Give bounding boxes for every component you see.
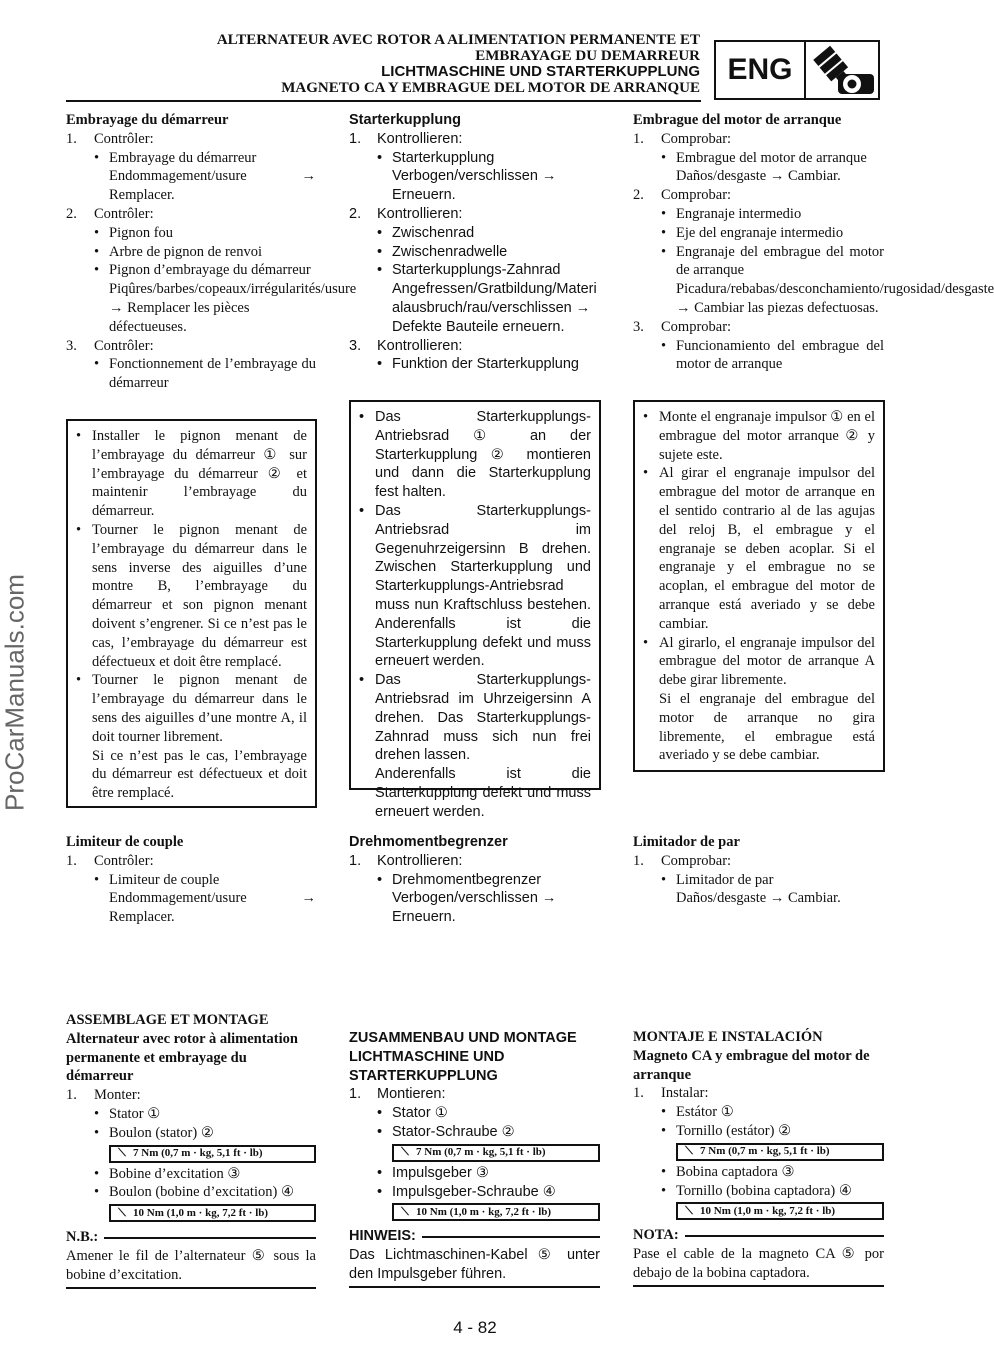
de-torque-limiter-section xyxy=(349,833,600,927)
box-text: Al girarlo, el engranaje impulsor del embrague del motor de arranque A debe girar libremente. xyxy=(659,634,875,689)
fr-section-title: ASSEMBLAGE ET MONTAGE xyxy=(66,1012,269,1028)
bullet: • xyxy=(661,149,667,166)
step-number: 1. xyxy=(349,1086,362,1103)
es-starter-clutch-section xyxy=(633,111,994,374)
bullet-text: Arbre de pignon de renvoi xyxy=(109,243,263,260)
step-text: Contrôler: xyxy=(94,130,154,147)
bullet-continuation: Verbogen/verschlissen → Erneuern. xyxy=(392,168,557,204)
bullet: • xyxy=(94,1165,100,1182)
section-badge-label: ENG xyxy=(716,42,806,98)
engine-icon xyxy=(808,44,878,96)
step-text: Contrôler: xyxy=(94,205,154,222)
note-rule xyxy=(104,1237,316,1239)
bullet: • xyxy=(94,224,100,241)
torque-wrench-icon: ⟍ xyxy=(685,1145,693,1158)
header-rule xyxy=(66,100,701,102)
step-text: Comprobar: xyxy=(661,318,732,335)
bullet-text: Engranaje intermedio xyxy=(676,205,802,222)
box-text: Si ce n’est pas le cas, l’embrayage du démarreur est défectueux et doit être remplacé. xyxy=(92,747,307,802)
de-procedure-box xyxy=(349,400,601,820)
bullet-text: Boulon (bobine d’excitation) ④ xyxy=(109,1184,294,1201)
note-end-rule xyxy=(349,1286,600,1288)
bullet: • xyxy=(661,243,667,260)
box-text: Tourner le pignon menant de l’embrayage du démarreur dans le sens des aiguilles d’une montre A, il doit tourner librement. xyxy=(92,672,307,745)
torque-spec xyxy=(109,1145,316,1163)
torque-wrench-icon: ⟍ xyxy=(685,1204,693,1217)
bullet: • xyxy=(94,1124,100,1141)
bullet-continuation: Piqûres/barbes/copeaux/irrégularités/usure → Remplacer les pièces défectueuses. xyxy=(109,281,357,335)
bullet-text: Pignon fou xyxy=(109,224,174,241)
torque-spec xyxy=(392,1144,600,1162)
bullet-text: Zwischenradwelle xyxy=(392,243,508,260)
bullet: • xyxy=(643,634,649,651)
bullet: • xyxy=(94,1105,100,1122)
step-number: 1. xyxy=(349,852,362,869)
step-text: Kontrollieren: xyxy=(377,205,463,222)
step-text: Instalar: xyxy=(661,1085,709,1102)
note-text: Amener le fil de l’alternateur ⑤ sous la bobine d’excitation. xyxy=(66,1247,316,1283)
bullet: • xyxy=(359,502,365,519)
fr-assembly-section xyxy=(66,1011,316,1289)
step-text: Monter: xyxy=(94,1087,141,1104)
bullet-text: Bobine d’excitation ③ xyxy=(109,1165,241,1182)
torque-spec xyxy=(392,1203,600,1221)
torque-spec xyxy=(676,1143,884,1161)
bullet-continuation: Endommagement/usure → Remplacer. xyxy=(109,168,316,204)
bullet: • xyxy=(661,871,667,888)
bullet: • xyxy=(76,672,82,689)
bullet: • xyxy=(76,428,82,444)
bullet-text: Limitador de par xyxy=(676,871,774,888)
bullet: • xyxy=(94,149,100,166)
bullet: • xyxy=(377,1105,383,1122)
box-text: Si el engranaje del embrague del motor de arranque no gira libremente, el embrague está averiado y se debe cambiar. xyxy=(659,690,875,764)
page-header xyxy=(217,32,700,96)
fr-section-subtitle: Alternateur avec rotor à alimentation permanente et embrayage du démarreur xyxy=(66,1030,298,1085)
step-number: 3. xyxy=(633,318,644,335)
bullet: • xyxy=(359,672,365,689)
bullet-continuation: Angefressen/Gratbildung/Materialausbruch/rau/verschlissen → Defekte Bauteile erneuern. xyxy=(392,281,597,335)
box-text: Monte el engranaje impulsor ① en el embrague del motor arranque ② y sujete este. xyxy=(659,409,875,463)
step-text: Kontrollieren: xyxy=(377,337,463,354)
bullet-text: Impulsgeber ③ xyxy=(392,1164,489,1181)
header-line-3: LICHTMASCHINE UND STARTERKUPPLUNG xyxy=(381,63,700,80)
note-label: N.B.: xyxy=(66,1229,99,1246)
de-starter-clutch-section xyxy=(349,111,600,374)
torque-spec xyxy=(676,1202,884,1220)
bullet-text: Tornillo (bobina captadora) ④ xyxy=(676,1182,852,1199)
bullet-text: Eje del engranaje intermedio xyxy=(676,224,844,241)
bullet-text: Pignon d’embrayage du démarreur xyxy=(109,262,311,279)
step-number: 1. xyxy=(349,130,362,147)
step-number: 2. xyxy=(633,187,644,204)
step-text: Comprobar: xyxy=(661,130,732,147)
de-section-title: ZUSAMMENBAU UND MONTAGE xyxy=(349,1030,577,1046)
header-line-2: EMBRAYAGE DU DEMARREUR xyxy=(475,48,700,64)
fr-starter-clutch-section xyxy=(66,111,357,393)
fr-torque-limiter-section xyxy=(66,833,316,927)
bullet: • xyxy=(377,1123,383,1140)
bullet-text: Embrague del motor de arranque xyxy=(676,149,867,166)
bullet-text: Drehmomentbegrenzer xyxy=(392,871,542,888)
bullet: • xyxy=(661,337,667,354)
bullet-continuation: Endommagement/usure → Remplacer. xyxy=(109,890,316,926)
bullet-continuation: Daños/desgaste → Cambiar. xyxy=(676,890,841,907)
bullet: • xyxy=(94,1184,100,1201)
bullet-text: Engranaje del embrague del motor de arranque xyxy=(676,243,884,279)
bullet: • xyxy=(643,409,649,425)
de-assembly-section xyxy=(349,1029,600,1288)
box-text: Al girar el engranaje impulsor del embrague del motor de arranque en el sentido contrario al de las agujas del reloj B, el embrague y el engranaje se deben acoplar. Si el engranaje y el embrague no se acoplan, el embrague del motor de arranque está averiado y se debe cambiar. xyxy=(659,465,875,632)
note-rule xyxy=(422,1236,600,1238)
fr-section-title: Limiteur de couple xyxy=(66,834,184,850)
es-section-title: Embrague del motor de arranque xyxy=(633,112,842,128)
torque-value: 7 Nm (0,7 m · kg, 5,1 ft · lb) xyxy=(416,1146,546,1159)
bullet: • xyxy=(76,521,82,538)
bullet-continuation: Picadura/rebabas/desconchamiento/rugosidad/desgaste → Cambiar las piezas defectuosas. xyxy=(676,281,994,316)
box-text: Installer le pignon menant de l’embrayage du démarreur ① sur l’embrayage du démarreur ② et maintenir l’embrayage du démarreur. xyxy=(92,428,307,520)
step-number: 1. xyxy=(66,852,77,869)
note-heading xyxy=(349,1227,600,1246)
section-badge xyxy=(714,40,880,100)
de-section-title: Drehmomentbegrenzer xyxy=(349,834,508,850)
es-assembly-section xyxy=(633,1028,884,1287)
step-number: 1. xyxy=(66,130,77,147)
step-number: 3. xyxy=(349,337,362,354)
header-line-1: ALTERNATEUR AVEC ROTOR A ALIMENTATION PERMANENTE ET xyxy=(216,32,700,48)
step-number: 2. xyxy=(349,205,362,222)
note-end-rule xyxy=(633,1285,884,1287)
note-text: Pase el cable de la magneto CA ⑤ por debajo de la bobina captadora. xyxy=(633,1246,884,1281)
note-text: Das Lichtmaschinen-Kabel ⑤ unter den Impulsgeber führen. xyxy=(349,1247,600,1282)
bullet-text: Stator ① xyxy=(392,1105,448,1122)
step-text: Comprobar: xyxy=(661,187,732,204)
box-text: Das Starterkupplungs-Antriebsrad im Gegenuhrzeigersinn B drehen. Zwischen Starterkupplung und Starterkupplungs-Antriebsrad muss nun Kraftschluss bestehen. Anderenfalls ist die Starterkupplung defekt und muss erneuert werden. xyxy=(375,502,591,670)
bullet-text: Bobina captadora ③ xyxy=(676,1163,795,1180)
step-number: 2. xyxy=(66,205,77,222)
bullet: • xyxy=(377,871,383,888)
es-procedure-box xyxy=(633,400,885,772)
torque-value: 7 Nm (0,7 m · kg, 5,1 ft · lb) xyxy=(700,1145,830,1158)
bullet: • xyxy=(661,1163,667,1180)
bullet-text: Tornillo (estátor) ② xyxy=(676,1122,792,1139)
torque-value: 7 Nm (0,7 m · kg, 5,1 ft · lb) xyxy=(133,1147,263,1160)
bullet: • xyxy=(377,243,383,260)
bullet-text: Funktion der Starterkupplung xyxy=(392,356,579,373)
fr-procedure-box xyxy=(66,419,317,808)
bullet-continuation: Daños/desgaste → Cambiar. xyxy=(676,168,841,185)
step-text: Comprobar: xyxy=(661,852,732,869)
bullet-text: Boulon (stator) ② xyxy=(109,1124,214,1141)
bullet: • xyxy=(661,1104,667,1121)
torque-value: 10 Nm (1,0 m · kg, 7,2 ft · lb) xyxy=(700,1204,836,1217)
torque-value: 10 Nm (1,0 m · kg, 7,2 ft · lb) xyxy=(133,1206,269,1219)
es-section-title: Limitador de par xyxy=(633,834,740,850)
torque-spec xyxy=(109,1204,316,1222)
bullet-text: Starterkupplung xyxy=(392,149,495,166)
step-number: 1. xyxy=(633,852,644,869)
bullet-text: Embrayage du démarreur xyxy=(109,149,257,166)
bullet: • xyxy=(359,409,365,425)
step-text: Contrôler: xyxy=(94,337,154,354)
torque-wrench-icon: ⟍ xyxy=(118,1147,126,1160)
bullet: • xyxy=(94,243,100,260)
bullet-text: Funcionamiento del embrague del motor de arranque xyxy=(676,337,884,373)
step-number: 1. xyxy=(633,130,644,147)
note-label: NOTA: xyxy=(633,1227,679,1244)
step-number: 1. xyxy=(633,1085,644,1102)
bullet: • xyxy=(661,205,667,222)
bullet: • xyxy=(377,149,383,166)
step-number: 1. xyxy=(66,1087,77,1104)
bullet-text: Impulsgeber-Schraube ④ xyxy=(392,1183,556,1200)
step-text: Montieren: xyxy=(377,1086,446,1103)
bullet: • xyxy=(377,356,383,373)
de-section-subtitle: LICHTMASCHINE UND STARTERKUPPLUNG xyxy=(349,1048,505,1084)
bullet: • xyxy=(377,224,383,241)
box-text: Das Starterkupplungs-Antriebsrad ① an der Starterkupplung ② montieren und dann die Starterkupplung fest halten. xyxy=(375,409,591,501)
bullet-text: Starterkupplungs-Zahnrad xyxy=(392,262,561,279)
torque-value: 10 Nm (1,0 m · kg, 7,2 ft · lb) xyxy=(416,1205,552,1218)
bullet: • xyxy=(377,262,383,279)
bullet-continuation: Verbogen/verschlissen → Erneuern. xyxy=(392,890,557,926)
step-text: Contrôler: xyxy=(94,852,154,869)
watermark: ProCarManuals.com xyxy=(0,574,30,811)
box-text: Anderenfalls ist die Starterkupplung defekt und muss erneuert werden. xyxy=(375,766,591,820)
bullet-text: Stator ① xyxy=(109,1105,161,1122)
bullet: • xyxy=(377,1183,383,1200)
es-section-subtitle: Magneto CA y embrague del motor de arranque xyxy=(633,1047,870,1083)
bullet: • xyxy=(661,1182,667,1199)
bullet-text: Limiteur de couple xyxy=(109,871,220,888)
header-line-4: MAGNETO CA Y EMBRAGUE DEL MOTOR DE ARRANQUE xyxy=(281,80,700,96)
torque-wrench-icon: ⟍ xyxy=(401,1205,409,1218)
bullet: • xyxy=(94,262,100,279)
step-text: Kontrollieren: xyxy=(377,130,463,147)
step-text: Kontrollieren: xyxy=(377,852,463,869)
note-rule xyxy=(685,1235,884,1237)
box-text: Das Starterkupplungs-Antriebsrad im Uhrzeigersinn A drehen. Das Starterkupplungs-Zahnrad muss sich nun frei drehen lassen. xyxy=(375,672,591,764)
bullet: • xyxy=(94,356,100,373)
note-heading xyxy=(633,1226,884,1245)
bullet: • xyxy=(94,871,100,888)
step-number: 3. xyxy=(66,337,77,354)
page-number: 4 - 82 xyxy=(453,1318,497,1337)
bullet: • xyxy=(643,465,649,482)
bullet-text: Estátor ① xyxy=(676,1104,734,1121)
torque-wrench-icon: ⟍ xyxy=(401,1146,409,1159)
es-torque-limiter-section xyxy=(633,833,884,908)
note-label: HINWEIS: xyxy=(349,1228,416,1245)
bullet-text: Fonctionnement de l’embrayage du démarreur xyxy=(109,356,316,392)
bullet: • xyxy=(661,224,667,241)
fr-section-title: Embrayage du démarreur xyxy=(66,112,229,128)
bullet-text: Stator-Schraube ② xyxy=(392,1123,515,1140)
bullet: • xyxy=(661,1122,667,1139)
note-heading xyxy=(66,1228,316,1247)
bullet-text: Zwischenrad xyxy=(392,224,475,241)
note-end-rule xyxy=(66,1287,316,1289)
torque-wrench-icon: ⟍ xyxy=(118,1206,126,1219)
es-section-title: MONTAJE E INSTALACIÓN xyxy=(633,1029,823,1045)
de-section-title: Starterkupplung xyxy=(349,112,461,128)
bullet: • xyxy=(377,1164,383,1181)
box-text: Tourner le pignon menant de l’embrayage du démarreur dans le sens inverse des aiguilles d’une montre B, l’embrayage du démarreur et son pignon menant doivent s’engrener. Si ce n’est pas le cas, l’embrayage du démarreur est défectueux et doit être remplacé. xyxy=(92,521,307,670)
